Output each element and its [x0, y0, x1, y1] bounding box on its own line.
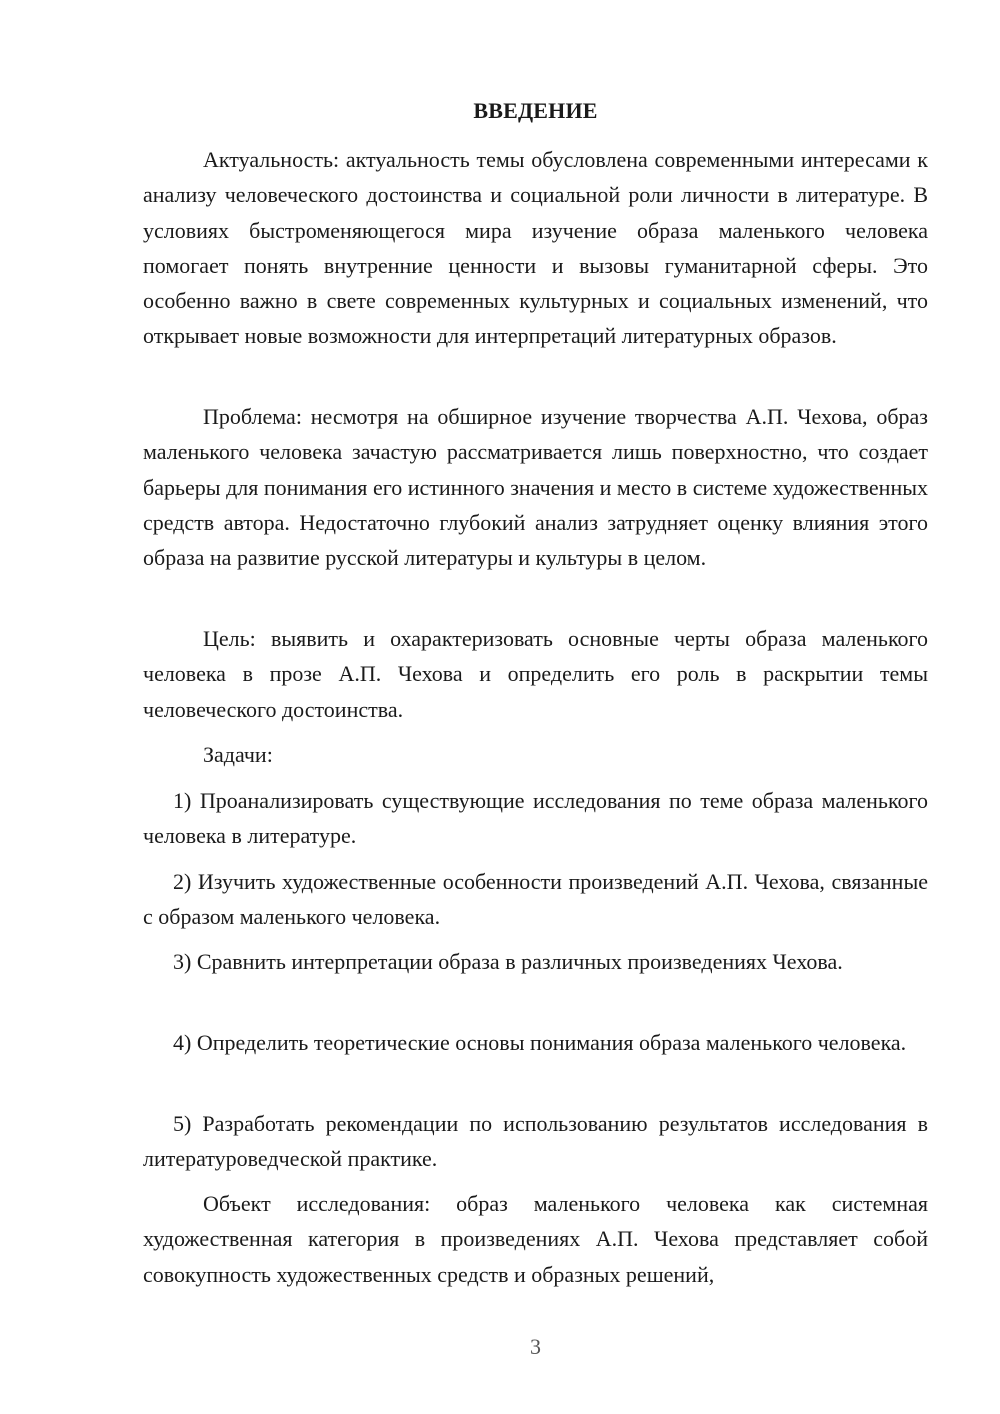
page-number: 3 [530, 1334, 541, 1359]
task-item-4: 4) Определить теоретические основы понимания образа маленького человека. [173, 1030, 907, 1055]
tasks-heading: Задачи: [203, 742, 273, 767]
task-item-5: 5) Разработать рекомендации по использованию результатов исследования в литературоведческой практике. [143, 1111, 928, 1172]
problem-paragraph: Проблема: несмотря на обширное изучение творчества А.П. Чехова, образ маленького человека зачастую рассматривается лишь поверхностно, что создает барьеры для понимания его истинного значения и место в системе художественных средств автора. Недостаточно глубокий анализ затрудняет оценку влияния этого образа на развитие русской литературы и культуры в целом. [143, 404, 928, 571]
section-title: ВВЕДЕНИЕ [473, 98, 598, 123]
relevance-paragraph: Актуальность: актуальность темы обусловлена современными интересами к анализу человеческого достоинства и социальной роли личности в литературе. В условиях быстроменяющегося мира изучение образа маленького человека помогает понять внутренние ценности и вызовы гуманитарной сферы. Это особенно важно в свете современных культурных и социальных изменений, что открывает новые возможности для интерпретаций литературных образов. [143, 147, 928, 349]
task-item-2: 2) Изучить художественные особенности произведений А.П. Чехова, связанные с образом маленького человека. [143, 869, 928, 930]
task-item-1: 1) Проанализировать существующие исследования по теме образа маленького человека в литературе. [143, 788, 928, 849]
goal-paragraph: Цель: выявить и охарактеризовать основные черты образа маленького человека в прозе А.П. Чехова и определить его роль в раскрытии темы человеческого достоинства. [143, 626, 928, 722]
object-paragraph: Объект исследования: образ маленького человека как системная художественная категория в произведениях А.П. Чехова представляет собой совокупность художественных средств и образных решений, [143, 1191, 928, 1287]
task-item-3: 3) Сравнить интерпретации образа в различных произведениях Чехова. [173, 949, 843, 974]
